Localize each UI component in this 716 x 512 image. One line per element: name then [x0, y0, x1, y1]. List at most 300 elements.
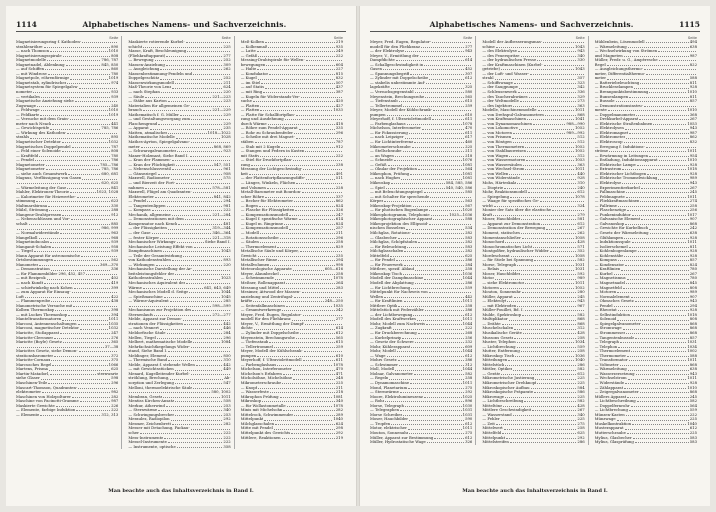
index-entry-term: — Bewegung	[128, 58, 154, 63]
index-entry-term: Melbert, mathematische Modelle	[128, 340, 193, 345]
index-entry-page: 235	[335, 253, 343, 258]
index-entry-page: 1078	[333, 276, 343, 281]
index-entry-term: Mechanisches Äquivalent der	[128, 280, 186, 285]
index-entry-term: Meyenstein, Brechungsrohe	[370, 94, 425, 99]
index-entry-term: Münzwage	[594, 417, 616, 422]
index-entry-term: — der Gase	[128, 230, 151, 235]
index-entry-page: 1018—1022	[207, 130, 231, 135]
index-entry-page: 253	[223, 403, 231, 408]
index-entry-term: Maxwell, Radiometer	[128, 176, 170, 181]
dotted-leader	[514, 336, 576, 339]
dotted-leader	[391, 181, 444, 184]
index-entry-term: — der Saugpumpe	[482, 85, 518, 90]
dotted-leader	[405, 404, 462, 407]
dotted-leader	[193, 72, 229, 75]
index-entry-page: 248	[335, 376, 343, 381]
index-entry-term: — Fliehkraftmaschinen	[594, 199, 640, 204]
index-entry-page: 567	[465, 203, 473, 208]
dotted-leader	[522, 313, 576, 316]
index-entry-page: 1078	[574, 194, 585, 199]
dotted-leader	[63, 54, 110, 57]
seite-label: Seite	[221, 36, 231, 40]
index-entry-page: 326	[335, 208, 343, 213]
index-entry-page: 857	[689, 335, 697, 340]
dotted-leader	[413, 313, 464, 316]
index-entry-page: 780	[689, 276, 697, 281]
index-entry-term: schine	[482, 44, 495, 49]
index-entry-term: — Stiel für Druckfortpflan-	[240, 158, 293, 163]
index-entry-term: Körper	[370, 199, 384, 204]
index-entry-term: Mikroskop Tisch	[482, 353, 515, 358]
dotted-leader	[301, 95, 342, 98]
dotted-leader	[500, 286, 574, 289]
index-entry-page: 1052	[574, 285, 585, 290]
index-entry-term: strahlenröhre	[16, 44, 43, 49]
index-entry-page: 225	[689, 417, 697, 422]
left-footer: Man beachte auch das Inhaltsverzeichnis in Band I.	[108, 488, 254, 494]
index-entry-term: strationsbarometer	[16, 353, 54, 358]
index-entry-term: Mittelpunkt	[482, 435, 506, 440]
index-entry-term: Meß-Kolben	[240, 40, 264, 44]
index-entry-term: Regel	[594, 62, 606, 67]
index-entry-term: Flaschengrund	[128, 121, 158, 126]
index-entry-page: 1036	[462, 271, 473, 276]
index-entry-term: — Knopf	[240, 385, 258, 390]
index-entry-page: 808	[111, 53, 119, 58]
dotted-leader	[409, 131, 464, 134]
dotted-leader	[50, 240, 110, 243]
index-entry-page: 943	[689, 180, 697, 185]
index-entry-page: 885	[111, 221, 119, 226]
index-entry-page: 808	[689, 285, 697, 290]
index-entry-page: 868	[689, 321, 697, 326]
index-entry-page: 296	[335, 130, 343, 135]
index-entry-term: — Spiegelgalvanometer	[594, 321, 641, 326]
dotted-leader	[429, 222, 471, 225]
index-entry-page: 785, 786	[101, 126, 119, 131]
index-entry-term: Mellen, Tiegel	[128, 335, 156, 340]
index-entry-page: 939	[111, 249, 119, 254]
index-entry-page: 614	[335, 326, 343, 331]
index-entry-term: — Drähte	[482, 321, 501, 326]
left-index-column	[241, 36, 346, 449]
index-entry-term: Mangene-Drahtpressen	[16, 212, 62, 217]
index-entry-term: ströme	[594, 149, 609, 154]
dotted-leader	[607, 76, 689, 79]
dotted-leader	[166, 63, 223, 66]
index-entry-page: 583	[689, 440, 697, 445]
index-entry-page: 256	[465, 335, 473, 340]
index-entry-term: — Wärmeleitung	[594, 44, 627, 49]
index-entry-page: 340	[577, 53, 585, 58]
index-entry-page: 786, 787	[101, 58, 119, 63]
dotted-leader	[625, 381, 689, 384]
dotted-leader	[515, 354, 574, 357]
index-entry-page: 309	[223, 62, 231, 67]
dotted-leader	[424, 190, 464, 193]
dotted-leader	[81, 254, 117, 257]
index-entry-term: — Stangen und Federn in Kasten	[240, 149, 305, 154]
index-entry-term: Manteltransformatoren	[16, 317, 62, 322]
dotted-leader	[191, 140, 230, 143]
index-entry-term: — Entladung, Induktionsapparat	[594, 158, 658, 163]
dotted-leader	[289, 213, 335, 216]
index-entry-term: — mit Luckes Thermoskop	[16, 312, 68, 317]
dotted-leader	[300, 249, 342, 252]
index-entry-page: 1010	[108, 108, 119, 113]
index-entry	[482, 440, 584, 445]
index-entry-term: Mouton, Sonnenuhr	[370, 431, 409, 436]
dotted-leader	[653, 122, 686, 125]
index-entry-term: — Länges, Winkeln, Flächen	[240, 180, 296, 185]
index-entry-term: Messel-Instrumente	[128, 440, 167, 445]
index-entry-term: Mann Apparat für astronomische	[16, 253, 80, 258]
index-entry-page: 1043	[220, 249, 231, 254]
index-entry-page: 326	[465, 440, 473, 445]
index-entry-term: Magnetisierungsring f. Kathoden-	[16, 40, 82, 44]
index-entry-page: 264	[335, 280, 343, 285]
index-entry-term: — Schwingungsbrecher	[128, 412, 175, 417]
dotted-leader	[626, 331, 688, 334]
index-entry-page: 222	[689, 412, 697, 417]
index-entry-term: — Lichtbeschreibung	[482, 399, 524, 404]
index-entry-page: 943	[689, 126, 697, 131]
dotted-leader	[257, 354, 334, 357]
index-entry-page: 928	[689, 235, 697, 240]
index-entry-term: Meyer, Modell der Kühlschrank-	[370, 108, 432, 113]
index-entry-page: 1052	[574, 126, 585, 131]
index-entry-term: — mit Elektroden	[482, 303, 517, 308]
index-entry-term: — von Röntgen	[482, 140, 512, 145]
dotted-leader	[500, 267, 574, 270]
index-entry-term: suche	[240, 99, 252, 104]
dotted-leader	[296, 181, 342, 184]
index-entry-term: — Ausgleichung	[128, 67, 160, 72]
index-entry-page: 310	[577, 180, 585, 185]
index-entry-page: 787	[111, 144, 119, 149]
index-entry-page: 336	[577, 90, 585, 95]
index-entry-page: 598	[111, 376, 119, 381]
dotted-leader	[523, 331, 576, 334]
index-entry-page: 221—284	[212, 212, 231, 217]
dotted-leader	[521, 231, 576, 234]
dotted-leader	[78, 322, 108, 325]
dotted-leader	[501, 417, 577, 420]
index-entry-page: 242	[689, 226, 697, 231]
dotted-leader	[253, 99, 335, 102]
index-entry-term: — Röhre zum Pendel-Apparat	[240, 126, 298, 131]
dotted-leader	[299, 217, 335, 220]
dotted-leader	[631, 404, 689, 407]
index-entry-term: beitsleistungsfehler der	[128, 271, 175, 276]
dotted-leader	[260, 240, 335, 243]
index-entry-page: 564	[465, 167, 473, 172]
index-entry-term: Metall-Barometer mit Bourdon-	[240, 190, 302, 195]
dotted-leader	[384, 295, 464, 298]
dotted-leader	[160, 76, 222, 79]
index-entry-term: Mittlere, Reaktionen	[240, 435, 281, 440]
dotted-leader	[526, 158, 574, 161]
index-entry-term: — Lichtbrechung	[594, 408, 628, 413]
dotted-leader	[283, 408, 334, 411]
index-entry-page: 907	[689, 294, 697, 299]
dotted-leader	[176, 181, 229, 184]
index-entry-term: — Latte	[240, 49, 256, 54]
index-entry-page: 1018	[687, 167, 697, 172]
index-entry-term: — Seitenfallmaschinen	[240, 303, 285, 308]
index-entry-term: — Gesetz der Schwere	[370, 340, 414, 345]
index-entry-page: 438	[111, 299, 119, 304]
index-entry-term: — Elektrometer	[594, 135, 626, 140]
index-entry-term: strahls	[16, 135, 30, 140]
dotted-leader	[152, 208, 223, 211]
index-entry-term: Momentanschließer	[482, 235, 521, 240]
dotted-leader	[410, 381, 462, 384]
index-entry-term: Mittelpunkt	[240, 417, 264, 422]
index-entry-term: — Drehkurbel-Apparat	[594, 117, 639, 122]
dotted-leader	[175, 272, 229, 275]
index-entry-term: — im Stiel	[240, 80, 261, 85]
index-entry-page: 610	[465, 112, 473, 117]
index-entry-page: 1010	[687, 158, 697, 163]
dotted-leader	[424, 276, 461, 279]
dotted-leader	[413, 204, 464, 207]
index-entry-page: 547, 551	[213, 162, 231, 167]
dotted-leader	[393, 326, 464, 329]
index-entry-page: 258	[465, 376, 473, 381]
index-entry-page: 1031	[462, 412, 473, 417]
index-entry-term: Mariotte (Boyle) Gesetz	[16, 340, 62, 345]
index-entry-page: 336	[111, 267, 119, 272]
dotted-leader	[517, 340, 574, 343]
dotted-leader	[411, 286, 464, 289]
left-index-column	[16, 36, 122, 449]
index-entry-term: Mittelfeld	[482, 431, 502, 436]
index-entry-term: Merkur, Ätherwind	[128, 403, 165, 408]
dotted-leader	[80, 399, 110, 402]
index-entry-term: Mittelpunkt des Gewichts	[240, 431, 291, 436]
index-entry	[370, 440, 472, 445]
index-entry-page: 225	[335, 381, 343, 386]
index-entry-term: — Waage für spezifisches Ge-	[482, 199, 540, 204]
index-entry-page: 428	[577, 403, 585, 408]
dotted-leader	[510, 195, 574, 198]
dotted-leader	[184, 322, 223, 325]
index-entry-term: — Farbenglashaus	[370, 121, 406, 126]
index-entry-term: — Platten	[240, 108, 260, 113]
dotted-leader	[624, 54, 689, 57]
index-entry-page: 312	[577, 153, 585, 158]
index-entry-page: 611	[465, 117, 473, 122]
index-entry-term: Kraft	[482, 212, 493, 217]
index-entry-page: 222	[223, 431, 231, 436]
index-entry-term: Mentiss Kirchen-Ansatz	[128, 399, 175, 404]
index-entry-term: — nach Thomson	[16, 49, 50, 54]
index-entry-page: 375	[111, 358, 119, 363]
index-entry-page: 583	[465, 244, 473, 249]
index-entry-page: 262	[577, 230, 585, 235]
index-entry-page: 228	[335, 185, 343, 190]
dotted-leader	[534, 390, 576, 393]
index-entry-page: 275	[465, 431, 473, 436]
dotted-leader	[187, 49, 229, 52]
index-entry-term: Mittelwert	[482, 426, 503, 431]
index-entry-page: 592	[577, 271, 585, 276]
index-entry-term: Mouton, Sonnenuhr	[482, 290, 521, 295]
index-entry-page: 611	[335, 358, 343, 363]
index-entry-page: 586	[577, 390, 585, 395]
dotted-leader	[175, 413, 222, 416]
index-entry-term: meter, Differentialthermo-	[594, 71, 646, 76]
index-entry-term: Masse, Kraft, Beschleunigung	[128, 49, 187, 54]
index-entry-term: Melloni, thermoelektrische Säule	[128, 385, 193, 390]
dotted-leader	[404, 263, 464, 266]
index-entry-page: 1058	[574, 235, 585, 240]
dotted-leader	[625, 126, 689, 129]
index-entry-term: Messer mit Detachung, Fackau-	[128, 426, 190, 431]
index-entry-term: Mittelpunkt für Nachweis von	[370, 290, 428, 295]
dotted-leader	[425, 95, 464, 98]
dotted-leader	[36, 199, 110, 202]
index-entry-term: Molnar, Galvanometer	[370, 371, 413, 376]
dotted-leader	[383, 67, 464, 70]
index-entry-page: 612	[577, 221, 585, 226]
dotted-leader	[266, 63, 334, 66]
index-entry-page: 845, 850	[101, 62, 119, 67]
index-entry-page: 337	[335, 194, 343, 199]
index-entry-page: 222	[223, 208, 231, 213]
dotted-leader	[52, 245, 110, 248]
index-entry-term: Mohr, Reaktionsmodell	[482, 190, 527, 195]
dotted-leader	[265, 85, 335, 88]
index-entry-page: 1017	[687, 212, 697, 217]
dotted-leader	[67, 131, 117, 134]
index-entry-page: 312	[577, 326, 585, 331]
index-entry-page: 330	[111, 203, 119, 208]
index-entry-page: 1011	[462, 317, 473, 322]
index-entry-term: Metallischer Rinne	[240, 258, 278, 263]
right-index-column	[482, 36, 588, 445]
index-entry-page: 547	[223, 381, 231, 386]
index-entry-term: — Gewichtsprüfe	[16, 126, 50, 131]
index-entry-term: Ortsbestimmungen	[16, 258, 53, 263]
dotted-leader	[172, 85, 222, 88]
index-entry-term: — des Elektrolyse	[482, 49, 517, 54]
index-entry-page: 989—992	[566, 130, 585, 135]
index-entry-page: 428	[577, 331, 585, 335]
index-entry-term: pumpen	[370, 112, 386, 117]
dotted-leader	[86, 272, 117, 275]
index-entry-term: Mikrophon, Prüfung	[370, 171, 410, 176]
index-entry-term: — Gesamtwerkzeuge	[240, 308, 282, 313]
dotted-leader	[191, 426, 230, 429]
dotted-leader	[517, 263, 574, 266]
index-entry-page: 460	[465, 140, 473, 145]
dotted-leader	[277, 245, 335, 248]
index-entry-term: — Demonstration der Bewegung	[482, 226, 546, 231]
index-entry-term: Mikroskopische Präparate	[482, 390, 534, 395]
dotted-leader	[303, 167, 342, 170]
dotted-leader	[299, 126, 335, 129]
index-entry-term: Mittelstreifen	[482, 440, 509, 445]
index-entry-page: 324	[577, 203, 585, 208]
left-page-number: 1114	[16, 20, 37, 29]
dotted-leader	[400, 408, 462, 411]
index-entry-term: — Magnetismus	[594, 276, 626, 281]
index-entry	[595, 440, 697, 445]
index-entry-term: — für Stiele bei Spannung	[482, 258, 534, 263]
index-entry-term: — Spießmaschine	[128, 294, 163, 299]
index-entry-term: — Kugel	[240, 76, 257, 81]
index-entry-term: — nach Hughes	[370, 176, 401, 181]
index-entry-page: 249	[335, 49, 343, 54]
dotted-leader	[649, 90, 686, 93]
index-entry-page: 907	[689, 217, 697, 222]
index-entry-term: anziehung und Zentrifugal-	[240, 294, 294, 299]
index-entry-page: 808	[111, 149, 119, 154]
index-entry-term: Mohr, Kühlerapparat	[370, 344, 411, 349]
dotted-leader	[387, 354, 465, 357]
index-entry-term: Monochromatisches Licht	[482, 244, 533, 249]
dotted-leader	[403, 272, 462, 275]
index-entry-term: — für Flammenbilder 296, 452, 457	[16, 271, 86, 276]
index-entry-term: Metallische Säule und Körper,	[240, 249, 299, 254]
index-entry-term: — Kugel m. Ringrinne	[240, 221, 284, 226]
dotted-leader	[404, 299, 462, 302]
index-entry-page: 286	[465, 358, 473, 363]
index-entry-page: 37—38	[104, 344, 119, 349]
index-entry-term: Mordeschrant	[482, 253, 510, 258]
index-entry-term: Kolben Thermoskop	[16, 308, 55, 313]
index-entry-page: 399	[111, 285, 119, 290]
index-entry-page: 868, 869	[213, 144, 231, 149]
index-entry-page: 857	[689, 258, 697, 263]
index-entry-term: — von Wechsel-Strom	[482, 167, 525, 172]
index-entry-page: 787	[335, 140, 343, 145]
dotted-leader	[401, 176, 461, 179]
index-entry-term: — Apparat zur Demonstration	[482, 221, 541, 226]
index-entry-page: 615	[335, 340, 343, 345]
dotted-leader	[503, 404, 576, 407]
index-entry-term: — Lichtbeschreibung	[594, 399, 636, 404]
index-entry-page: 540, 540, 586	[445, 185, 473, 190]
index-entry-term: — Elektroscop	[594, 140, 623, 145]
index-entry-page: 294	[689, 303, 697, 308]
index-entry-term: Mohr, Modell zum Nachweis	[370, 321, 425, 326]
dotted-leader	[282, 308, 334, 311]
index-entry-page: 211	[335, 385, 343, 390]
index-entry-page: 325	[465, 85, 473, 90]
index-entry-term: — Farbenglashaus	[240, 362, 277, 367]
index-entry-term: Maß-Theorie von Lenz	[128, 85, 172, 90]
index-entry-term: mit Stativ	[240, 153, 260, 158]
index-entry-term: Membran, Gesetz	[128, 394, 163, 399]
index-entry-term: — Kraftfeld	[16, 153, 39, 158]
dotted-leader	[268, 122, 335, 125]
index-entry-page: 935	[335, 44, 343, 49]
dotted-leader	[409, 417, 464, 420]
index-entry-page: 289	[335, 412, 343, 417]
index-entry-page: 588	[465, 217, 473, 222]
index-entry-page: 471	[335, 371, 343, 376]
index-entry-term: — Flasche für Flüssigkeiten	[240, 208, 295, 213]
index-entry-term: Metallvolumen	[240, 262, 270, 267]
dotted-leader	[67, 186, 110, 189]
dotted-leader	[509, 172, 576, 175]
index-entry-page: 939	[111, 94, 119, 99]
dotted-leader	[70, 76, 107, 79]
dotted-leader	[415, 340, 464, 343]
